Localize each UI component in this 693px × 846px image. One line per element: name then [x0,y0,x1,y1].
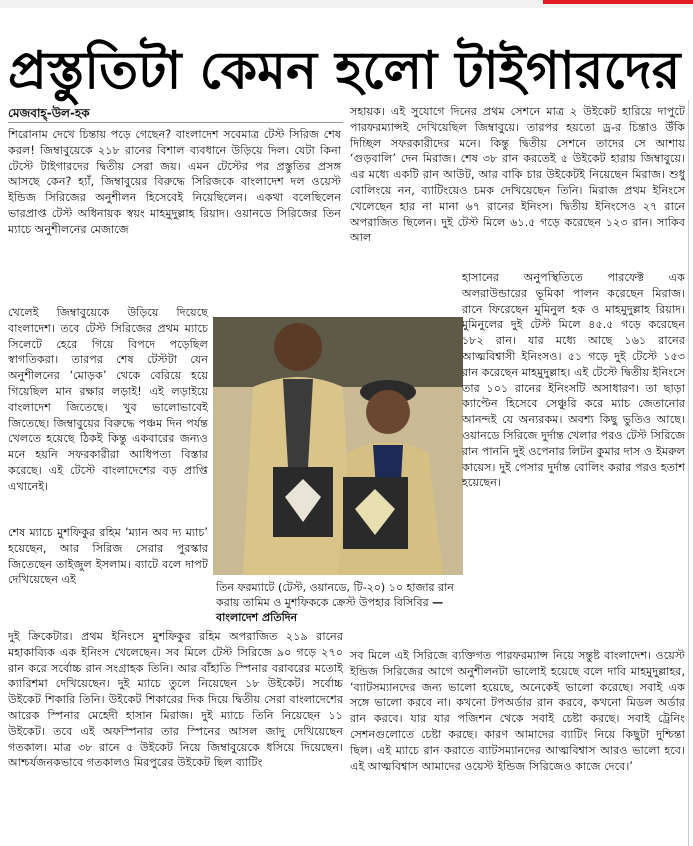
byline: মেজবাহ্-উল-হক [8,106,90,120]
byline-divider [8,122,343,123]
paragraph: খেলেই জিম্বাবুয়েকে উড়িয়ে দিয়েছে বাংলাদেশ। তবে টেস্ট সিরিজের প্রথম ম্যাচে সিলেটে হেরে গিয়ে বিপদে পড়েছিল স্বাগতিকরা। তারপর শেষ টেস্টটা যেন অনুশীলনের ‘মোড়ক’ থেকে বেরিয়ে হয়ে গিয়েছিল মান রক্ষার লড়াই! এই লড়াইয়ে বাংলাদেশ জিতেছে। খুব ভালোভাবেই জিতেছে। জিম্বাবুয়ের বিরুদ্ধে পঞ্চম দিন পর্যন্ত খেলতে হয়েছে ঠিকই কিন্তু একবারের জন্যও মনে হয়নি সফরকারীরা আধিপত্য বিস্তার করেছে। এই টেস্টে বাংলাদেশের বড় প্রাপ্তি এখানেই। [8,306,208,493]
paragraph: সব মিলে এই সিরিজে ব্যক্তিগত পারফরম্যান্স নিয়ে সন্তুষ্ট বাংলাদেশ। ওয়েস্ট ইন্ডিজ সিরিজের আগে অনুশীলনটা ভালোই হয়েছে বলে দাবি মাহমুদুল্লাহর, ‘ব্যাটসম্যানদের জন্য ভালো হয়েছে, অনেকেই ভালো করেছে। সবাই এক সঙ্গে ভালো করবে না। কখনো টপঅর্ডার রান করবে, কখনো মিডল অর্ডার রান করবে। যার যার পজিশন থেকে সবাই চেষ্টা করছে। সবাই ট্রেনিং সেশনগুলোতে চেষ্টা করছে। কারণ আমাদের ব্যাটিং নিয়ে কিছুটা দুশ্চিন্তা ছিল। এই ম্যাচে রান করাতে ব্যাটসম্যানদের আত্মবিশ্বাস আরও ভালো হবে। এই আত্মবিশ্বাস আমাদের ওয়েস্ট ইন্ডিজ সিরিজেও কাজে দেবে।’ [350,649,685,773]
headline: প্রস্তুতিটা কেমন হলো টাইগারদের [8,41,681,101]
column-1-tail [8,629,343,771]
paragraph: সহায়ক। এই সুযোগে দিনের প্রথম সেশনে মাত্র ২ উইকেট হারিয়ে দাপুটে পারফরম্যান্সই দেখিয়েছিল জিম্বাবুয়ে। তারপর হয়তো ড্র-র চিন্তাও উঁকি দিচ্ছিল সফরকারীদের মনে। কিন্তু দ্বিতীয় সেশনে তাদের সে আশায় ‘গুড়বালি’ দেন মিরাজ। শেষ ৩৮ রান করতেই ৫ উইকেট হারায় জিম্বাবুয়ে। এর মধ্যে একটি রান আউট, আর বাকি চার উইকেটই নিয়েছেন মিরাজ। শুধু বোলিংয়ে নন, ব্যাটিংয়েও চমক দেখিয়েছেন তিনি। মিরাজ প্রথম ইনিংসে খেলেছেন হার না মানা ৬৭ রানের ইনিংস। দ্বিতীয় ইনিংসেও ২৭ রানে অপরাজিত ছিলেন। দুই টেস্ট মিলে ৬১.৫ গড়ে করেছেন ১২৩ রান। সাকিব আল [350,105,685,245]
paragraph: শেষ ম্যাচে মুশফিকুর রহিম ‘ম্যান অব দ্য ম্যাচ’ হয়েছেন, আর সিরিজ সেরার পুরস্কার জিতেছেন তাইজুল ইসলাম। ব্যাটে বলে দাপট দেখিয়েছেন এই [8,526,208,587]
paragraph: দুই ক্রিকেটার। প্রথম ইনিংসে মুশফিকুর রহিম অপরাজিত ২১৯ রানের মহাকাব্যিক এক ইনিংস খেলেছেন। সব মিলে টেস্ট সিরিজে ৯০ গড়ে ২৭০ রান করে সর্বোচ্চ রান সংগ্রাহক তিনি। আর বাঁহাতি স্পিনার বরাবরের মতোই ক্যারিশমা দেখিয়েছেন। দুই ম্যাচে তুলে নিয়েছেন ১৮ উইকেট। সর্বোচ্চ উইকেট শিকারি তিনি। উইকেট শিকারের দিক দিয়ে দ্বিতীয় সেরা বাংলাদেশের আরেক স্পিনার মেহেদী হাসান মিরাজ। দুই ম্যাচে তিনি নিয়েছেন ১১ উইকেট। তবে এই অফস্পিনার তার স্পিনের আসল জাদু দেখিয়েছেন গতকাল। মাত্র ৩৮ রানে ৫ উইকেট নিয়ে জিম্বাবুয়েকে ধসিয়ে দিয়েছেন। আশ্চর্যজনকভাবে গতকালও মিরপুরের উইকেট ছিল ব্যাটিং [8,630,343,770]
caption-credit: —বাংলাদেশ প্রতিদিন [216,596,444,624]
column-2-top [350,104,685,246]
column-1-wrap-2 [8,525,208,588]
column-2-bottom [350,648,685,774]
paragraph: হাসানের অনুপস্থিতিতে পারফেক্ট এক অলরাউন্ডারের ভূমিকা পালন করেছেন মিরাজ। রানে ফিরেছেন মুমিনুল হক ও মাহমুদুল্লাহ রিয়াদ। মুমিনুলের দুই টেস্ট মিলে ৪৫.৫ গড়ে করেছেন ১৮২ রান। যার মধ্যে আছে ১৬১ রানের আত্মবিশ্বাসী ইনিংসও। ৫১ গড়ে দুই টেস্টে ১৫৩ রান করেছেন মাহমুদুল্লাহ। এই টেস্টে দ্বিতীয় ইনিংসে তার ১০১ রানের ইনিংসটি অসাধারণ। তা ছাড়া ক্যাপ্টেন হিসেবে সেঞ্চুরি করে ম্যাচ জেতানোর আনন্দই যে অন্যরকম। অবশ্য কিছু ভুতিও আছে। ওয়ানডে সিরিজে দুর্দান্ত খেলার পরও টেস্ট সিরিজে রান পাননি দুই ওপেনার লিটন কুমার দাস ও ইমরুল কায়েস। দুই পেসার দুর্দান্ত বোলিং করার পরও হতাশ হয়েছেন। [462,271,685,490]
photo-caption [216,580,472,625]
column-1-intro [8,127,341,238]
paragraph: শিরোনাম দেখে চিন্তায় পড়ে গেছেন? বাংলাদেশ সবেমাত্র টেস্ট সিরিজ শেষ করল! জিম্বাবুয়েকে ২১৮ রানের বিশাল ব্যবধানে উড়িয়ে দিল। যেটা কিনা টেস্টে টাইগারদের দ্বিতীয় সেরা জয়। এমন টেস্টের পর প্রস্তুতির প্রসঙ্গ আসছে কেন? হ্যাঁ, জিম্বাবুয়ের বিরুদ্ধে সিরিজকে বাংলাদেশ দল ওয়েস্ট ইন্ডিজ সিরিজের অনুশীলন হিসেবেই নিয়েছিলেন। একথা বলেছিলেন ভারপ্রাপ্ত টেস্ট অধিনায়ক স্বয়ং মাহমুদুল্লাহ রিয়াদ। ওয়ানডে সিরিজের তিন ম্যাচে অনুশীলনের মেজাজে [8,128,341,236]
column-1-wrap [8,305,208,495]
page-edge-rule [688,100,689,846]
players-with-crests-image [213,317,463,575]
column-2-wrap [462,270,685,491]
caption-text: তিন ফরম্যাটে (টেস্ট, ওয়ানডে, টি-২০) ১০ হাজার রান করায় তামিম ও মুশফিককে ক্রেস্ট উপহার বিসিবির [216,581,454,609]
news-photo [213,317,463,575]
top-accent-bar [543,0,693,4]
